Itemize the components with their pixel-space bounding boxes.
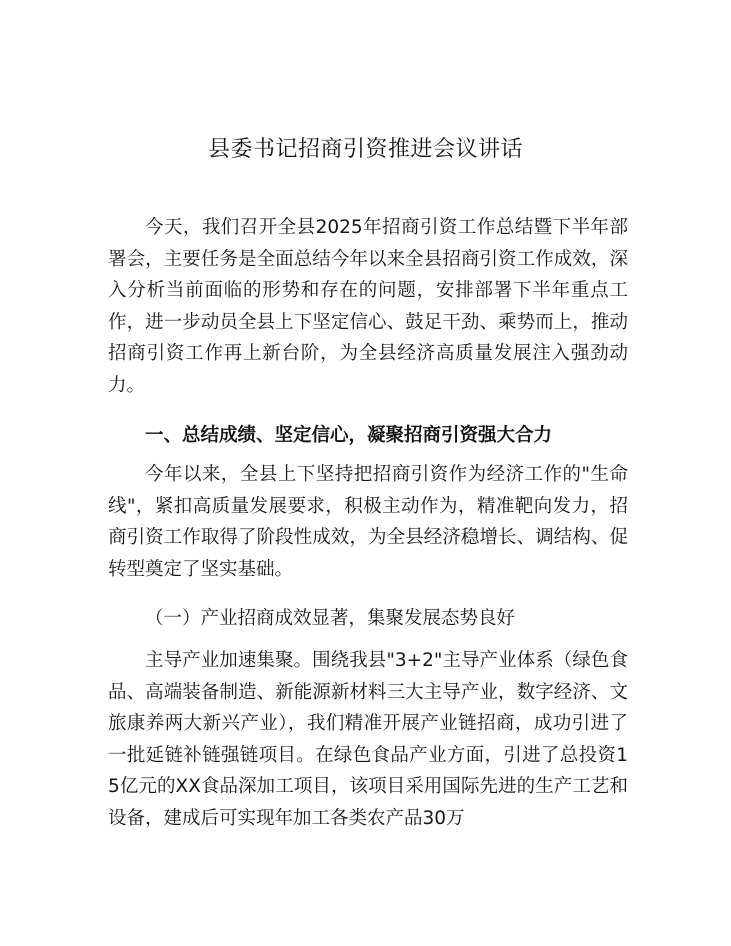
section-paragraph: 今年以来，全县上下坚持把招商引资作为经济工作的"生命线"，紧扣高质量发展要求，积极主动作为，精准靶向发力，招商引资工作取得了阶段性成效，为全县经济稳增长、调结构、促转型奠定了坚实基础。 — [108, 464, 628, 580]
subsection-paragraph: 主导产业加速集聚。围绕我县"3+2"主导产业体系（绿色食品、高端装备制造、新能源新材料三大主导产业，数字经济、文旅康养两大新兴产业），我们精准开展产业链招商，成功引进了一批延链补链强链项目。在绿色食品产业方面，引进了总投资15亿元的XX食品深加工项目，该项目采用国际先进的生产工艺和设备，建成后可实现年加工各类农产品30万 — [108, 650, 628, 829]
section-heading: 一、总结成绩、坚定信心，凝聚招商引资强大合力 — [145, 425, 553, 446]
subsection-heading: （一）产业招商成效显著，集聚发展态势良好 — [145, 608, 516, 629]
intro-paragraph: 今天，我们召开全县2025年招商引资工作总结暨下半年部署会，主要任务是全面总结今年以来全县招商引资工作成效，深入分析当前面临的形势和存在的问题，安排部署下半年重点工作，进一步动员全县上下坚定信心、鼓足干劲、乘势而上，推动招商引资工作再上新台阶，为全县经济高质量发展注入强劲动力。 — [108, 217, 628, 396]
document-title: 县委书记招商引资推进会议讲话 — [207, 137, 523, 162]
